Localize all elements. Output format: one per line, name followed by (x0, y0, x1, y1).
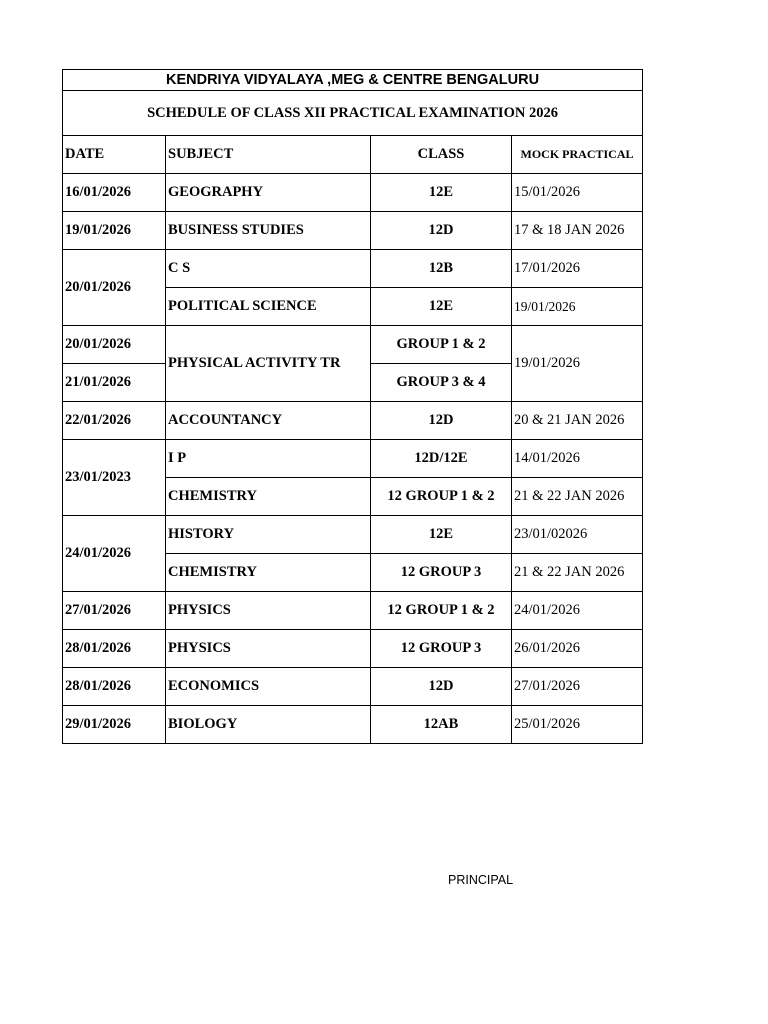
row-subject: HISTORY (166, 516, 371, 554)
row-class: GROUP 3 & 4 (371, 364, 512, 402)
table-row (63, 250, 643, 288)
row-subject: PHYSICS (166, 630, 371, 668)
column-header-class: CLASS (371, 136, 512, 174)
row-mock: 24/01/2026 (512, 592, 643, 630)
row-mock: 26/01/2026 (512, 630, 643, 668)
row-mock: 17/01/2026 (512, 250, 643, 288)
row-subject: ACCOUNTANCY (166, 402, 371, 440)
column-header-row (63, 136, 643, 174)
row-class: 12D/12E (371, 440, 512, 478)
row-date: 28/01/2026 (63, 630, 166, 668)
row-subject: CHEMISTRY (166, 554, 371, 592)
table-row (63, 174, 643, 212)
table-row (63, 440, 643, 478)
row-subject: C S (166, 250, 371, 288)
row-date: 27/01/2026 (63, 592, 166, 630)
row-mock: 19/01/2026 (512, 288, 643, 326)
row-class: 12 GROUP 1 & 2 (371, 592, 512, 630)
row-mock: 25/01/2026 (512, 706, 643, 744)
row-mock: 21 & 22 JAN 2026 (512, 554, 643, 592)
table-row (63, 326, 643, 364)
table-row (63, 592, 643, 630)
row-mock: 21 & 22 JAN 2026 (512, 478, 643, 516)
row-date: 21/01/2026 (63, 364, 166, 402)
row-date: 16/01/2026 (63, 174, 166, 212)
row-class: 12B (371, 250, 512, 288)
row-class: 12 GROUP 1 & 2 (371, 478, 512, 516)
row-date: 23/01/2023 (63, 440, 166, 516)
row-date: 22/01/2026 (63, 402, 166, 440)
table-row (63, 212, 643, 250)
schedule-title: SCHEDULE OF CLASS XII PRACTICAL EXAMINATION 2026 (63, 91, 643, 136)
row-date: 29/01/2026 (63, 706, 166, 744)
row-subject: CHEMISTRY (166, 478, 371, 516)
row-class: 12D (371, 212, 512, 250)
table-row (63, 668, 643, 706)
row-class: 12AB (371, 706, 512, 744)
row-subject: BUSINESS STUDIES (166, 212, 371, 250)
row-class: 12E (371, 174, 512, 212)
row-mock: 17 & 18 JAN 2026 (512, 212, 643, 250)
row-class: GROUP 1 & 2 (371, 326, 512, 364)
row-subject: BIOLOGY (166, 706, 371, 744)
row-subject: PHYSICAL ACTIVITY TR (166, 326, 371, 402)
column-header-mock: MOCK PRACTICAL (512, 136, 643, 174)
row-date: 20/01/2026 (63, 250, 166, 326)
table-row (63, 630, 643, 668)
row-subject: PHYSICS (166, 592, 371, 630)
row-class: 12D (371, 668, 512, 706)
table-row (63, 402, 643, 440)
row-mock: 20 & 21 JAN 2026 (512, 402, 643, 440)
row-class: 12E (371, 516, 512, 554)
row-subject: ECONOMICS (166, 668, 371, 706)
principal-signature-label: PRINCIPAL (448, 873, 514, 887)
row-class: 12 GROUP 3 (371, 630, 512, 668)
schedule-sheet (62, 69, 642, 744)
row-class: 12D (371, 402, 512, 440)
schedule-table (62, 69, 643, 744)
row-subject: GEOGRAPHY (166, 174, 371, 212)
row-date: 28/01/2026 (63, 668, 166, 706)
table-row (63, 706, 643, 744)
row-mock: 15/01/2026 (512, 174, 643, 212)
column-header-date: DATE (63, 136, 166, 174)
row-mock: 23/01/02026 (512, 516, 643, 554)
row-subject: I P (166, 440, 371, 478)
row-date: 20/01/2026 (63, 326, 166, 364)
row-subject: POLITICAL SCIENCE (166, 288, 371, 326)
row-mock: 14/01/2026 (512, 440, 643, 478)
column-header-subject: SUBJECT (166, 136, 371, 174)
row-class: 12 GROUP 3 (371, 554, 512, 592)
table-row (63, 516, 643, 554)
row-mock: 27/01/2026 (512, 668, 643, 706)
row-date: 19/01/2026 (63, 212, 166, 250)
school-name: KENDRIYA VIDYALAYA ,MEG & CENTRE BENGALURU (63, 70, 643, 91)
row-date: 24/01/2026 (63, 516, 166, 592)
row-class: 12E (371, 288, 512, 326)
row-mock: 19/01/2026 (512, 326, 643, 402)
